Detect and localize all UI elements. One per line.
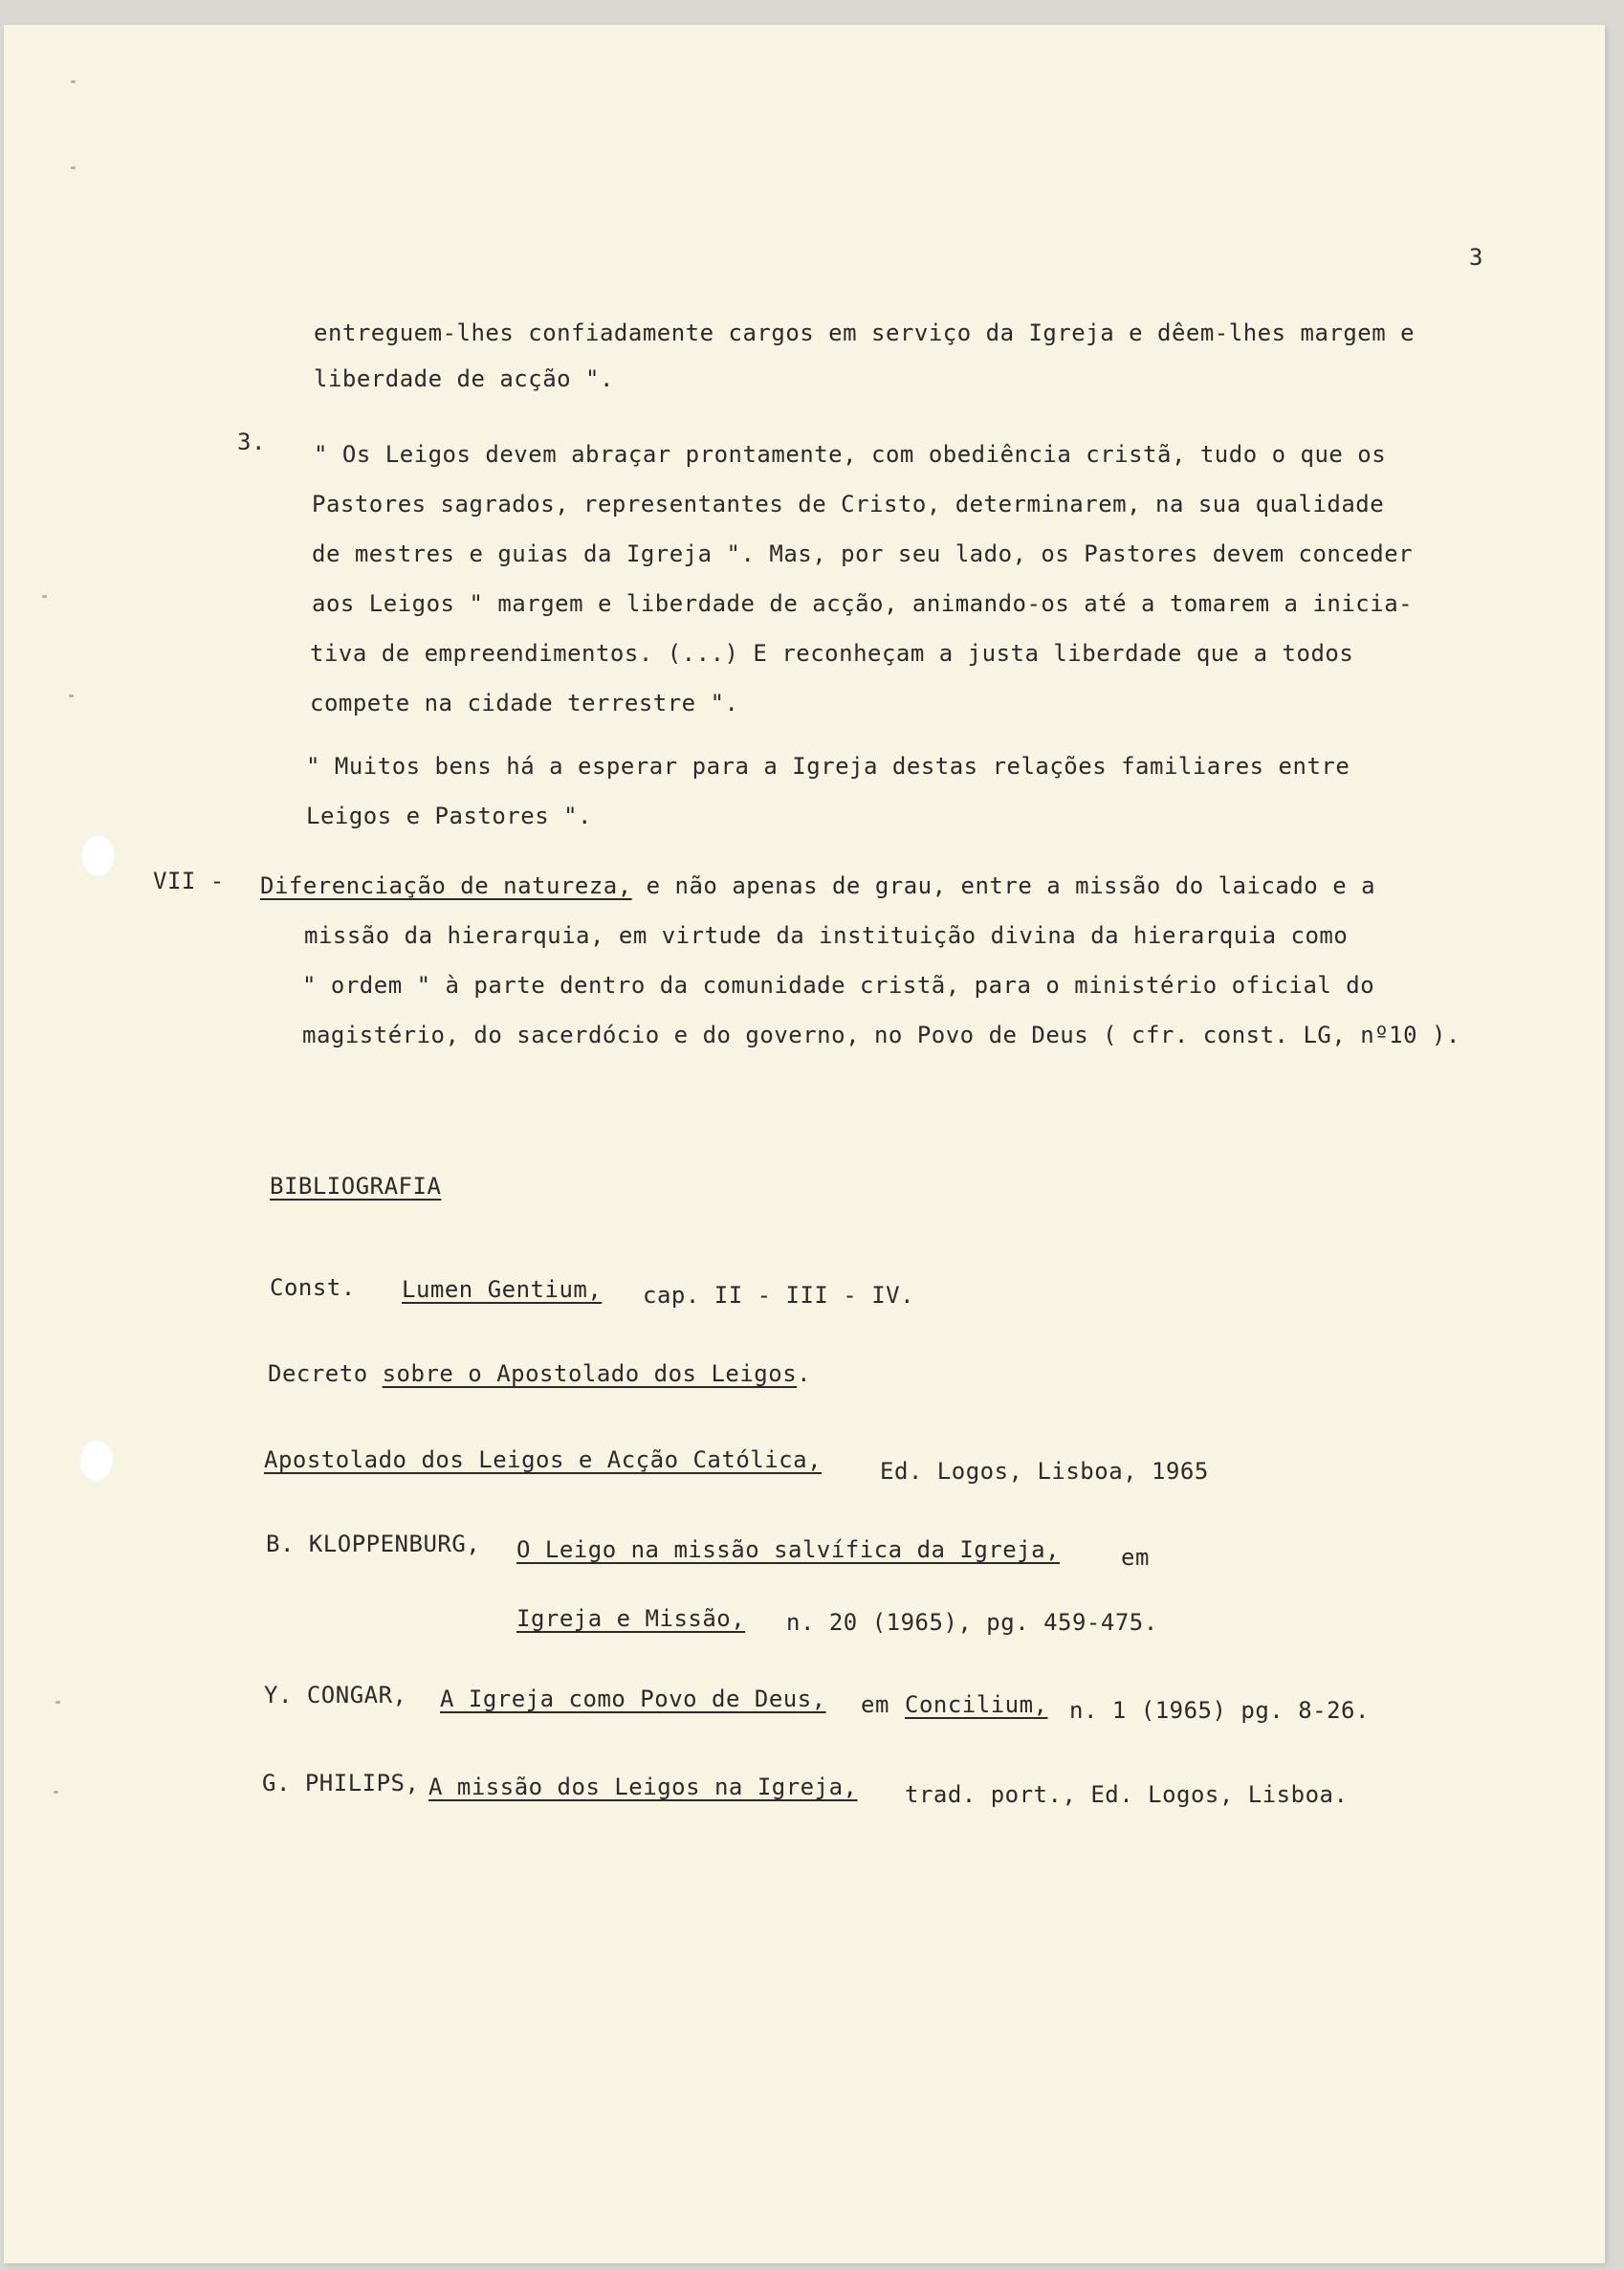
- bib-philips-title: A missão dos Leigos na Igreja,: [428, 1774, 858, 1800]
- bib-const-rest: cap. II - III - IV.: [643, 1282, 915, 1309]
- section-7-line-1: [260, 874, 1375, 897]
- section-7-line-4: magistério, do sacerdócio e do governo, no Povo de Deus ( cfr. const. LG, nº10 ).: [302, 1022, 1460, 1048]
- quote-line-1: " Muitos bens há a esperar para a Igreja destas relações familiares entre: [306, 753, 1350, 780]
- punch-hole-bottom: [78, 1439, 113, 1481]
- bib-congar-rest: n. 1 (1965) pg. 8-26.: [1069, 1697, 1370, 1724]
- section-3-line-4: aos Leigos " margem e liberdade de acção, animando-os até a tomarem a inicia-: [312, 590, 1414, 617]
- bib-kloppenburg-rest: n. 20 (1965), pg. 459-475.: [786, 1609, 1158, 1636]
- margin-mark: [71, 80, 76, 83]
- bib-const-title: Lumen Gentium,: [402, 1276, 603, 1303]
- bib-apostolado-title: Apostolado dos Leigos e Acção Católica,: [264, 1446, 823, 1473]
- section-3-line-2: Pastores sagrados, representantes de Cristo, determinarem, na sua qualidade: [312, 491, 1385, 518]
- section-7-number: VII -: [153, 868, 225, 894]
- bibliography-heading: BIBLIOGRAFIA: [270, 1173, 442, 1200]
- section-3-number: 3.: [237, 429, 266, 455]
- section-7-line-2: missão da hierarquia, em virtude da instituição divina da hierarquia como: [304, 922, 1349, 949]
- bib-congar-author: Y. CONGAR,: [264, 1682, 407, 1708]
- quote-line-2: Leigos e Pastores ".: [306, 803, 592, 829]
- bib-congar-journal: Concilium,: [905, 1691, 1048, 1718]
- bib-kloppenburg-author: B. KLOPPENBURG,: [266, 1531, 481, 1557]
- intro-line-2: liberdade de acção ".: [314, 365, 614, 392]
- page-number: 3: [1469, 244, 1483, 271]
- section-7-line-1-rest: e não apenas de grau, entre a missão do laicado e a: [631, 872, 1376, 899]
- section-7-line-3: " ordem " à parte dentro da comunidade cristã, para o ministério oficial do: [302, 972, 1375, 999]
- bib-philips-rest: trad. port., Ed. Logos, Lisboa.: [905, 1781, 1349, 1808]
- bib-kloppenburg-journal: Igreja e Missão,: [516, 1605, 746, 1632]
- bib-philips-author: G. PHILIPS,: [262, 1770, 420, 1796]
- bib-apostolado-rest: Ed. Logos, Lisboa, 1965: [880, 1458, 1209, 1485]
- margin-mark: [55, 1701, 60, 1704]
- margin-mark: [42, 595, 47, 598]
- margin-mark: [71, 166, 76, 169]
- section-7-title: Diferenciação de natureza,: [260, 872, 632, 899]
- document-page: [4, 25, 1605, 2263]
- section-3-line-5: tiva de empreendimentos. (...) E reconheçam a justa liberdade que a todos: [310, 640, 1354, 667]
- bib-decreto-prefix: Decreto: [268, 1360, 368, 1387]
- section-3-line-6: compete na cidade terrestre ".: [310, 690, 739, 716]
- bib-decreto-title: sobre o Apostolado dos Leigos: [382, 1360, 798, 1387]
- bib-congar-title: A Igreja como Povo de Deus,: [440, 1686, 826, 1712]
- bib-decreto-end: .: [797, 1360, 812, 1387]
- bib-const-prefix: Const.: [270, 1274, 356, 1301]
- margin-mark: [69, 694, 74, 697]
- bib-congar-em: em: [861, 1691, 889, 1718]
- punch-hole-top: [80, 834, 115, 876]
- margin-mark: [54, 1791, 58, 1794]
- intro-line-1: entreguem-lhes confiadamente cargos em serviço da Igreja e dêem-lhes margem e: [314, 320, 1416, 346]
- bib-kloppenburg-title: O Leigo na missão salvífica da Igreja,: [516, 1536, 1061, 1563]
- section-3-line-3: de mestres e guias da Igreja ". Mas, por seu lado, os Pastores devem conceder: [312, 540, 1414, 567]
- bib-kloppenburg-em: em: [1121, 1544, 1150, 1571]
- bib-decreto-line: [268, 1362, 811, 1385]
- section-3-line-1: " Os Leigos devem abraçar prontamente, com obediência cristã, tudo o que os: [314, 441, 1387, 468]
